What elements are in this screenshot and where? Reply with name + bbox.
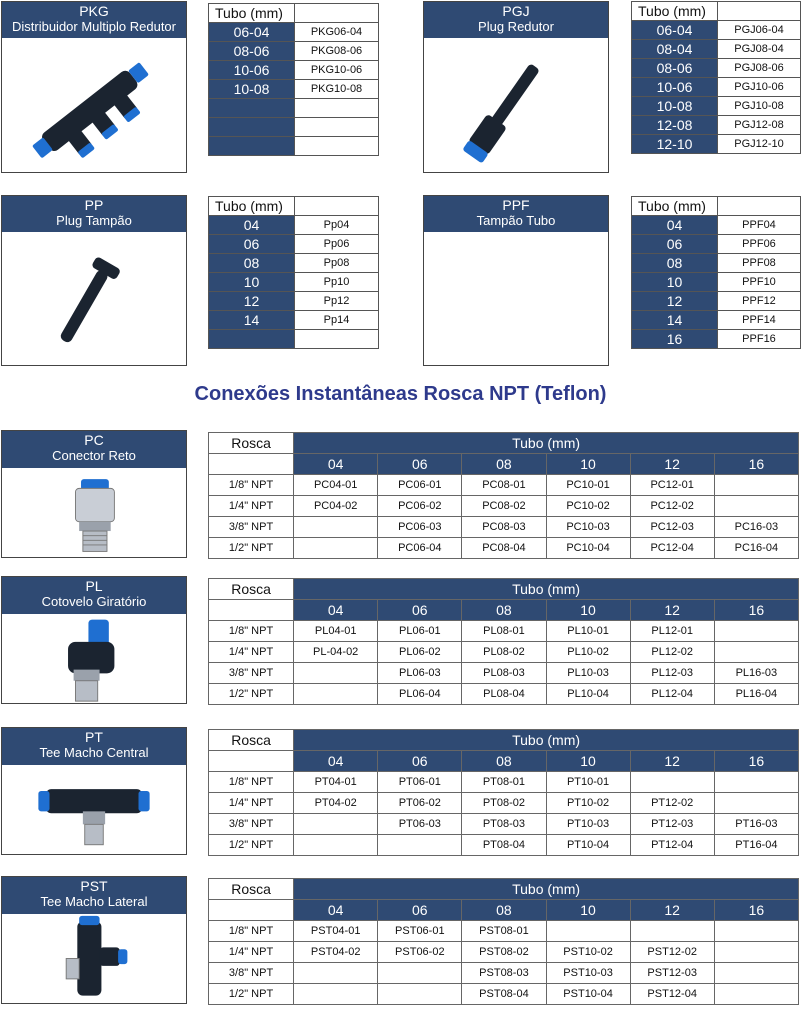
table-row bbox=[632, 116, 801, 135]
product-code: PT bbox=[85, 729, 103, 745]
table-row bbox=[632, 59, 801, 78]
size-table-ppf bbox=[631, 196, 801, 349]
size-cell: 12 bbox=[209, 292, 295, 311]
table-row bbox=[632, 40, 801, 59]
table-row bbox=[209, 621, 799, 642]
tube-size-header: 16 bbox=[714, 600, 798, 621]
part-code-cell: PL12-01 bbox=[630, 621, 714, 642]
product-code: PST bbox=[80, 878, 108, 894]
size-cell: 10-06 bbox=[209, 61, 295, 80]
table-row bbox=[209, 663, 799, 684]
part-code-cell: PL10-03 bbox=[546, 663, 630, 684]
part-code-cell bbox=[714, 475, 798, 496]
part-code-cell: PL08-01 bbox=[462, 621, 546, 642]
part-code-cell bbox=[714, 921, 798, 942]
part-code-cell: PST10-04 bbox=[546, 984, 630, 1005]
tube-size-header: 12 bbox=[630, 454, 714, 475]
product-card-pst bbox=[1, 876, 187, 1004]
code-cell: PKG10-08 bbox=[295, 80, 379, 99]
thread-cell: 1/8" NPT bbox=[209, 621, 294, 642]
size-cell: 12-10 bbox=[632, 135, 718, 154]
part-code-cell: PST04-02 bbox=[294, 942, 378, 963]
part-code-cell: PL06-02 bbox=[378, 642, 462, 663]
part-code-cell: PT06-01 bbox=[378, 772, 462, 793]
size-cell: 04 bbox=[209, 216, 295, 235]
part-code-cell: PC08-03 bbox=[462, 517, 546, 538]
table-row bbox=[209, 517, 799, 538]
tube-size-header: 08 bbox=[462, 600, 546, 621]
part-code-cell: PST12-03 bbox=[630, 963, 714, 984]
part-code-cell: PT16-04 bbox=[714, 835, 798, 856]
size-cell: 08-06 bbox=[632, 59, 718, 78]
table-row bbox=[209, 61, 379, 80]
size-cell: 10 bbox=[632, 273, 718, 292]
table-row bbox=[209, 273, 379, 292]
tubo-header: Tubo (mm) bbox=[294, 879, 799, 900]
code-cell: PPF08 bbox=[718, 254, 801, 273]
part-code-cell: PC10-03 bbox=[546, 517, 630, 538]
product-code: PC bbox=[84, 432, 104, 448]
code-cell: Pp08 bbox=[295, 254, 379, 273]
product-card-pt bbox=[1, 727, 187, 855]
table-row bbox=[632, 216, 801, 235]
part-code-cell bbox=[378, 984, 462, 1005]
table-row bbox=[632, 135, 801, 154]
table-row bbox=[209, 984, 799, 1005]
part-code-cell: PL12-03 bbox=[630, 663, 714, 684]
part-code-cell: PC08-01 bbox=[462, 475, 546, 496]
part-code-cell: PT10-02 bbox=[546, 793, 630, 814]
size-cell: 16 bbox=[632, 330, 718, 349]
part-code-cell: PL12-04 bbox=[630, 684, 714, 705]
part-code-cell: PST12-04 bbox=[630, 984, 714, 1005]
table-row bbox=[209, 42, 379, 61]
part-code-cell: PL06-03 bbox=[378, 663, 462, 684]
code-cell: PGJ12-10 bbox=[718, 135, 801, 154]
part-code-cell: PC12-01 bbox=[630, 475, 714, 496]
part-code-cell: PST10-03 bbox=[546, 963, 630, 984]
tube-size-header: 08 bbox=[462, 900, 546, 921]
part-code-cell: PL08-03 bbox=[462, 663, 546, 684]
rosca-header: Rosca bbox=[209, 730, 294, 751]
tube-size-header: 08 bbox=[462, 454, 546, 475]
part-code-cell bbox=[294, 984, 378, 1005]
thread-cell: 3/8" NPT bbox=[209, 814, 294, 835]
table-row bbox=[209, 235, 379, 254]
table-row bbox=[632, 311, 801, 330]
size-cell: 12 bbox=[632, 292, 718, 311]
size-table-header: Tubo (mm) bbox=[632, 197, 718, 216]
code-cell: PGJ08-04 bbox=[718, 40, 801, 59]
part-code-cell bbox=[294, 814, 378, 835]
part-code-cell: PT12-03 bbox=[630, 814, 714, 835]
code-cell: PPF04 bbox=[718, 216, 801, 235]
code-cell: PGJ12-08 bbox=[718, 116, 801, 135]
table-row bbox=[209, 292, 379, 311]
tube-size-header: 04 bbox=[294, 454, 378, 475]
part-code-cell bbox=[630, 921, 714, 942]
part-code-cell: PT16-03 bbox=[714, 814, 798, 835]
thread-cell: 1/8" NPT bbox=[209, 772, 294, 793]
part-code-cell: PL08-04 bbox=[462, 684, 546, 705]
thread-cell: 1/2" NPT bbox=[209, 684, 294, 705]
tube-size-header: 04 bbox=[294, 900, 378, 921]
product-header bbox=[2, 2, 186, 38]
product-header bbox=[424, 2, 608, 38]
part-code-cell: PL10-01 bbox=[546, 621, 630, 642]
thread-cell: 3/8" NPT bbox=[209, 517, 294, 538]
code-cell: PGJ08-06 bbox=[718, 59, 801, 78]
tube-size-header: 06 bbox=[378, 751, 462, 772]
part-code-cell bbox=[294, 963, 378, 984]
part-code-cell: PST12-02 bbox=[630, 942, 714, 963]
thread-size-table-pc bbox=[208, 432, 799, 559]
part-code-cell bbox=[714, 772, 798, 793]
part-code-cell: PC10-04 bbox=[546, 538, 630, 559]
table-row bbox=[632, 254, 801, 273]
thread-cell: 1/2" NPT bbox=[209, 538, 294, 559]
part-code-cell: PL10-04 bbox=[546, 684, 630, 705]
section-title: Conexões Instantâneas Rosca NPT (Teflon) bbox=[194, 383, 607, 405]
part-code-cell: PT10-04 bbox=[546, 835, 630, 856]
table-row bbox=[209, 921, 799, 942]
part-code-cell: PST08-04 bbox=[462, 984, 546, 1005]
code-cell: PKG10-06 bbox=[295, 61, 379, 80]
thread-cell: 1/4" NPT bbox=[209, 942, 294, 963]
plug-cap-image bbox=[2, 232, 186, 365]
table-row bbox=[209, 23, 379, 42]
tube-size-header: 04 bbox=[294, 751, 378, 772]
size-cell: 12-08 bbox=[632, 116, 718, 135]
part-code-cell: PC08-04 bbox=[462, 538, 546, 559]
product-name: Cotovelo Giratório bbox=[41, 594, 147, 609]
table-row bbox=[209, 942, 799, 963]
part-code-cell: PC08-02 bbox=[462, 496, 546, 517]
thread-cell: 1/8" NPT bbox=[209, 921, 294, 942]
tube-size-header: 10 bbox=[546, 900, 630, 921]
thread-size-table-pst bbox=[208, 878, 799, 1005]
part-code-cell bbox=[294, 663, 378, 684]
product-card-pp bbox=[1, 195, 187, 366]
table-row bbox=[209, 137, 379, 156]
product-name: Plug Redutor bbox=[478, 19, 554, 34]
pst-fitting-image bbox=[2, 914, 186, 1003]
part-code-cell: PT10-01 bbox=[546, 772, 630, 793]
code-cell: PPF14 bbox=[718, 311, 801, 330]
size-cell: 10-08 bbox=[632, 97, 718, 116]
tube-size-header: 12 bbox=[630, 751, 714, 772]
tube-size-header: 06 bbox=[378, 454, 462, 475]
part-code-cell: PC06-02 bbox=[378, 496, 462, 517]
part-code-cell: PL16-03 bbox=[714, 663, 798, 684]
code-cell: PPF12 bbox=[718, 292, 801, 311]
code-cell: PPF10 bbox=[718, 273, 801, 292]
thread-cell: 3/8" NPT bbox=[209, 663, 294, 684]
tubo-header: Tubo (mm) bbox=[294, 433, 799, 454]
part-code-cell: PT10-03 bbox=[546, 814, 630, 835]
part-code-cell: PC04-01 bbox=[294, 475, 378, 496]
code-cell: PPF06 bbox=[718, 235, 801, 254]
product-code: PGJ bbox=[502, 3, 530, 19]
table-row bbox=[209, 254, 379, 273]
product-card-pc bbox=[1, 430, 187, 558]
table-row bbox=[209, 642, 799, 663]
size-table-pgj bbox=[631, 1, 801, 154]
product-header bbox=[424, 196, 608, 232]
tube-size-header: 06 bbox=[378, 600, 462, 621]
part-code-cell: PC10-01 bbox=[546, 475, 630, 496]
part-code-cell: PC12-04 bbox=[630, 538, 714, 559]
table-row bbox=[209, 538, 799, 559]
part-code-cell bbox=[546, 921, 630, 942]
tube-size-header: 16 bbox=[714, 751, 798, 772]
part-code-cell: PT04-02 bbox=[294, 793, 378, 814]
part-code-cell: PL08-02 bbox=[462, 642, 546, 663]
part-code-cell: PT06-02 bbox=[378, 793, 462, 814]
thread-cell: 1/4" NPT bbox=[209, 642, 294, 663]
part-code-cell: PC12-03 bbox=[630, 517, 714, 538]
size-cell: 06-04 bbox=[209, 23, 295, 42]
table-row bbox=[209, 80, 379, 99]
size-cell: 06-04 bbox=[632, 21, 718, 40]
thread-cell: 1/2" NPT bbox=[209, 835, 294, 856]
table-row bbox=[632, 21, 801, 40]
table-row bbox=[209, 311, 379, 330]
product-name: Conector Reto bbox=[52, 448, 136, 463]
tube-size-header: 16 bbox=[714, 454, 798, 475]
thread-cell: 1/4" NPT bbox=[209, 496, 294, 517]
table-row bbox=[209, 475, 799, 496]
part-code-cell bbox=[714, 642, 798, 663]
part-code-cell: PC16-04 bbox=[714, 538, 798, 559]
part-code-cell: PST06-02 bbox=[378, 942, 462, 963]
tube-size-header: 04 bbox=[294, 600, 378, 621]
code-cell: Pp04 bbox=[295, 216, 379, 235]
size-table-pp bbox=[208, 196, 379, 349]
tube-size-header: 12 bbox=[630, 900, 714, 921]
size-cell: 10-06 bbox=[632, 78, 718, 97]
thread-cell: 3/8" NPT bbox=[209, 963, 294, 984]
part-code-cell: PL04-01 bbox=[294, 621, 378, 642]
table-row bbox=[632, 292, 801, 311]
part-code-cell: PT08-03 bbox=[462, 814, 546, 835]
part-code-cell: PL16-04 bbox=[714, 684, 798, 705]
part-code-cell: PC04-02 bbox=[294, 496, 378, 517]
product-card-ppf bbox=[423, 195, 609, 366]
tube-size-header: 16 bbox=[714, 900, 798, 921]
table-row bbox=[632, 330, 801, 349]
table-row bbox=[632, 273, 801, 292]
product-name: Tee Macho Lateral bbox=[40, 894, 148, 909]
part-code-cell: PST08-02 bbox=[462, 942, 546, 963]
part-code-cell bbox=[714, 963, 798, 984]
table-row bbox=[209, 684, 799, 705]
tube-size-header: 10 bbox=[546, 454, 630, 475]
part-code-cell: PT12-04 bbox=[630, 835, 714, 856]
product-header bbox=[2, 728, 186, 765]
code-cell: PKG08-06 bbox=[295, 42, 379, 61]
table-row bbox=[209, 772, 799, 793]
part-code-cell bbox=[714, 621, 798, 642]
part-code-cell: PT04-01 bbox=[294, 772, 378, 793]
part-code-cell: PST10-02 bbox=[546, 942, 630, 963]
code-cell: PKG06-04 bbox=[295, 23, 379, 42]
code-cell: Pp06 bbox=[295, 235, 379, 254]
part-code-cell bbox=[714, 942, 798, 963]
product-header bbox=[2, 877, 186, 914]
part-code-cell: PL10-02 bbox=[546, 642, 630, 663]
pl-fitting-image bbox=[2, 614, 186, 703]
thread-cell: 1/4" NPT bbox=[209, 793, 294, 814]
size-cell: 14 bbox=[209, 311, 295, 330]
rosca-header: Rosca bbox=[209, 879, 294, 900]
product-header bbox=[2, 196, 186, 232]
tube-size-header: 08 bbox=[462, 751, 546, 772]
code-cell: PGJ06-04 bbox=[718, 21, 801, 40]
product-name: Tee Macho Central bbox=[39, 745, 149, 760]
table-row bbox=[209, 99, 379, 118]
product-name: Distribuidor Multiplo Redutor bbox=[11, 19, 176, 34]
plug-reducer-image bbox=[424, 38, 608, 172]
thread-size-table-pt bbox=[208, 729, 799, 856]
table-row bbox=[209, 793, 799, 814]
part-code-cell bbox=[294, 684, 378, 705]
part-code-cell bbox=[630, 772, 714, 793]
size-cell: 10 bbox=[209, 273, 295, 292]
product-card-pkg bbox=[1, 1, 187, 173]
product-code: PP bbox=[84, 197, 104, 213]
size-cell: 08-04 bbox=[632, 40, 718, 59]
part-code-cell: PT06-03 bbox=[378, 814, 462, 835]
product-code: PKG bbox=[79, 3, 109, 19]
part-code-cell bbox=[714, 984, 798, 1005]
part-code-cell: PC06-03 bbox=[378, 517, 462, 538]
part-code-cell bbox=[378, 963, 462, 984]
part-code-cell bbox=[714, 496, 798, 517]
thread-cell: 1/8" NPT bbox=[209, 475, 294, 496]
part-code-cell: PC06-04 bbox=[378, 538, 462, 559]
part-code-cell bbox=[378, 835, 462, 856]
size-cell: 06 bbox=[209, 235, 295, 254]
size-cell: 10-08 bbox=[209, 80, 295, 99]
size-cell: 14 bbox=[632, 311, 718, 330]
distributor-fitting-image bbox=[2, 38, 186, 172]
part-code-cell: PC16-03 bbox=[714, 517, 798, 538]
table-row bbox=[209, 216, 379, 235]
tubo-header: Tubo (mm) bbox=[294, 579, 799, 600]
size-cell: 08-06 bbox=[209, 42, 295, 61]
size-cell: 08 bbox=[632, 254, 718, 273]
part-code-cell: PC10-02 bbox=[546, 496, 630, 517]
part-code-cell: PST04-01 bbox=[294, 921, 378, 942]
part-code-cell: PL06-04 bbox=[378, 684, 462, 705]
part-code-cell bbox=[714, 793, 798, 814]
part-code-cell: PT12-02 bbox=[630, 793, 714, 814]
part-code-cell: PST08-03 bbox=[462, 963, 546, 984]
rosca-header: Rosca bbox=[209, 433, 294, 454]
table-row bbox=[209, 330, 379, 349]
table-row bbox=[209, 814, 799, 835]
product-code: PPF bbox=[502, 197, 530, 213]
tube-size-header: 10 bbox=[546, 600, 630, 621]
part-code-cell bbox=[294, 517, 378, 538]
table-row bbox=[209, 118, 379, 137]
part-code-cell bbox=[294, 835, 378, 856]
part-code-cell: PC12-02 bbox=[630, 496, 714, 517]
code-cell: Pp10 bbox=[295, 273, 379, 292]
part-code-cell: PL06-01 bbox=[378, 621, 462, 642]
part-code-cell: PL-04-02 bbox=[294, 642, 378, 663]
table-row bbox=[632, 97, 801, 116]
table-row bbox=[632, 235, 801, 254]
product-header bbox=[2, 431, 186, 468]
size-cell: 08 bbox=[209, 254, 295, 273]
tube-size-header: 12 bbox=[630, 600, 714, 621]
size-table-header: Tubo (mm) bbox=[632, 2, 718, 21]
size-cell: 04 bbox=[632, 216, 718, 235]
table-row bbox=[209, 835, 799, 856]
table-row bbox=[632, 78, 801, 97]
part-code-cell: PT08-04 bbox=[462, 835, 546, 856]
rosca-header: Rosca bbox=[209, 579, 294, 600]
size-cell: 06 bbox=[632, 235, 718, 254]
code-cell: Pp12 bbox=[295, 292, 379, 311]
part-code-cell: PC06-01 bbox=[378, 475, 462, 496]
thread-size-table-pl bbox=[208, 578, 799, 705]
table-row bbox=[209, 496, 799, 517]
size-table-pkg bbox=[208, 3, 379, 156]
table-row bbox=[209, 963, 799, 984]
code-cell: PGJ10-06 bbox=[718, 78, 801, 97]
thread-cell: 1/2" NPT bbox=[209, 984, 294, 1005]
product-name: Plug Tampão bbox=[56, 213, 132, 228]
part-code-cell: PST08-01 bbox=[462, 921, 546, 942]
product-card-pgj bbox=[423, 1, 609, 173]
tube-size-header: 06 bbox=[378, 900, 462, 921]
code-cell: PGJ10-08 bbox=[718, 97, 801, 116]
product-code: PL bbox=[85, 578, 103, 594]
product-name: Tampão Tubo bbox=[476, 213, 556, 228]
part-code-cell: PL12-02 bbox=[630, 642, 714, 663]
tubo-header: Tubo (mm) bbox=[294, 730, 799, 751]
part-code-cell: PT08-01 bbox=[462, 772, 546, 793]
product-card-pl bbox=[1, 576, 187, 704]
part-code-cell: PST06-01 bbox=[378, 921, 462, 942]
pt-fitting-image bbox=[2, 765, 186, 854]
code-cell: Pp14 bbox=[295, 311, 379, 330]
product-header bbox=[2, 577, 186, 614]
size-table-header: Tubo (mm) bbox=[209, 4, 295, 23]
part-code-cell bbox=[294, 538, 378, 559]
part-code-cell: PT08-02 bbox=[462, 793, 546, 814]
pc-fitting-image bbox=[2, 468, 186, 557]
size-table-header: Tubo (mm) bbox=[209, 197, 295, 216]
code-cell: PPF16 bbox=[718, 330, 801, 349]
tube-size-header: 10 bbox=[546, 751, 630, 772]
